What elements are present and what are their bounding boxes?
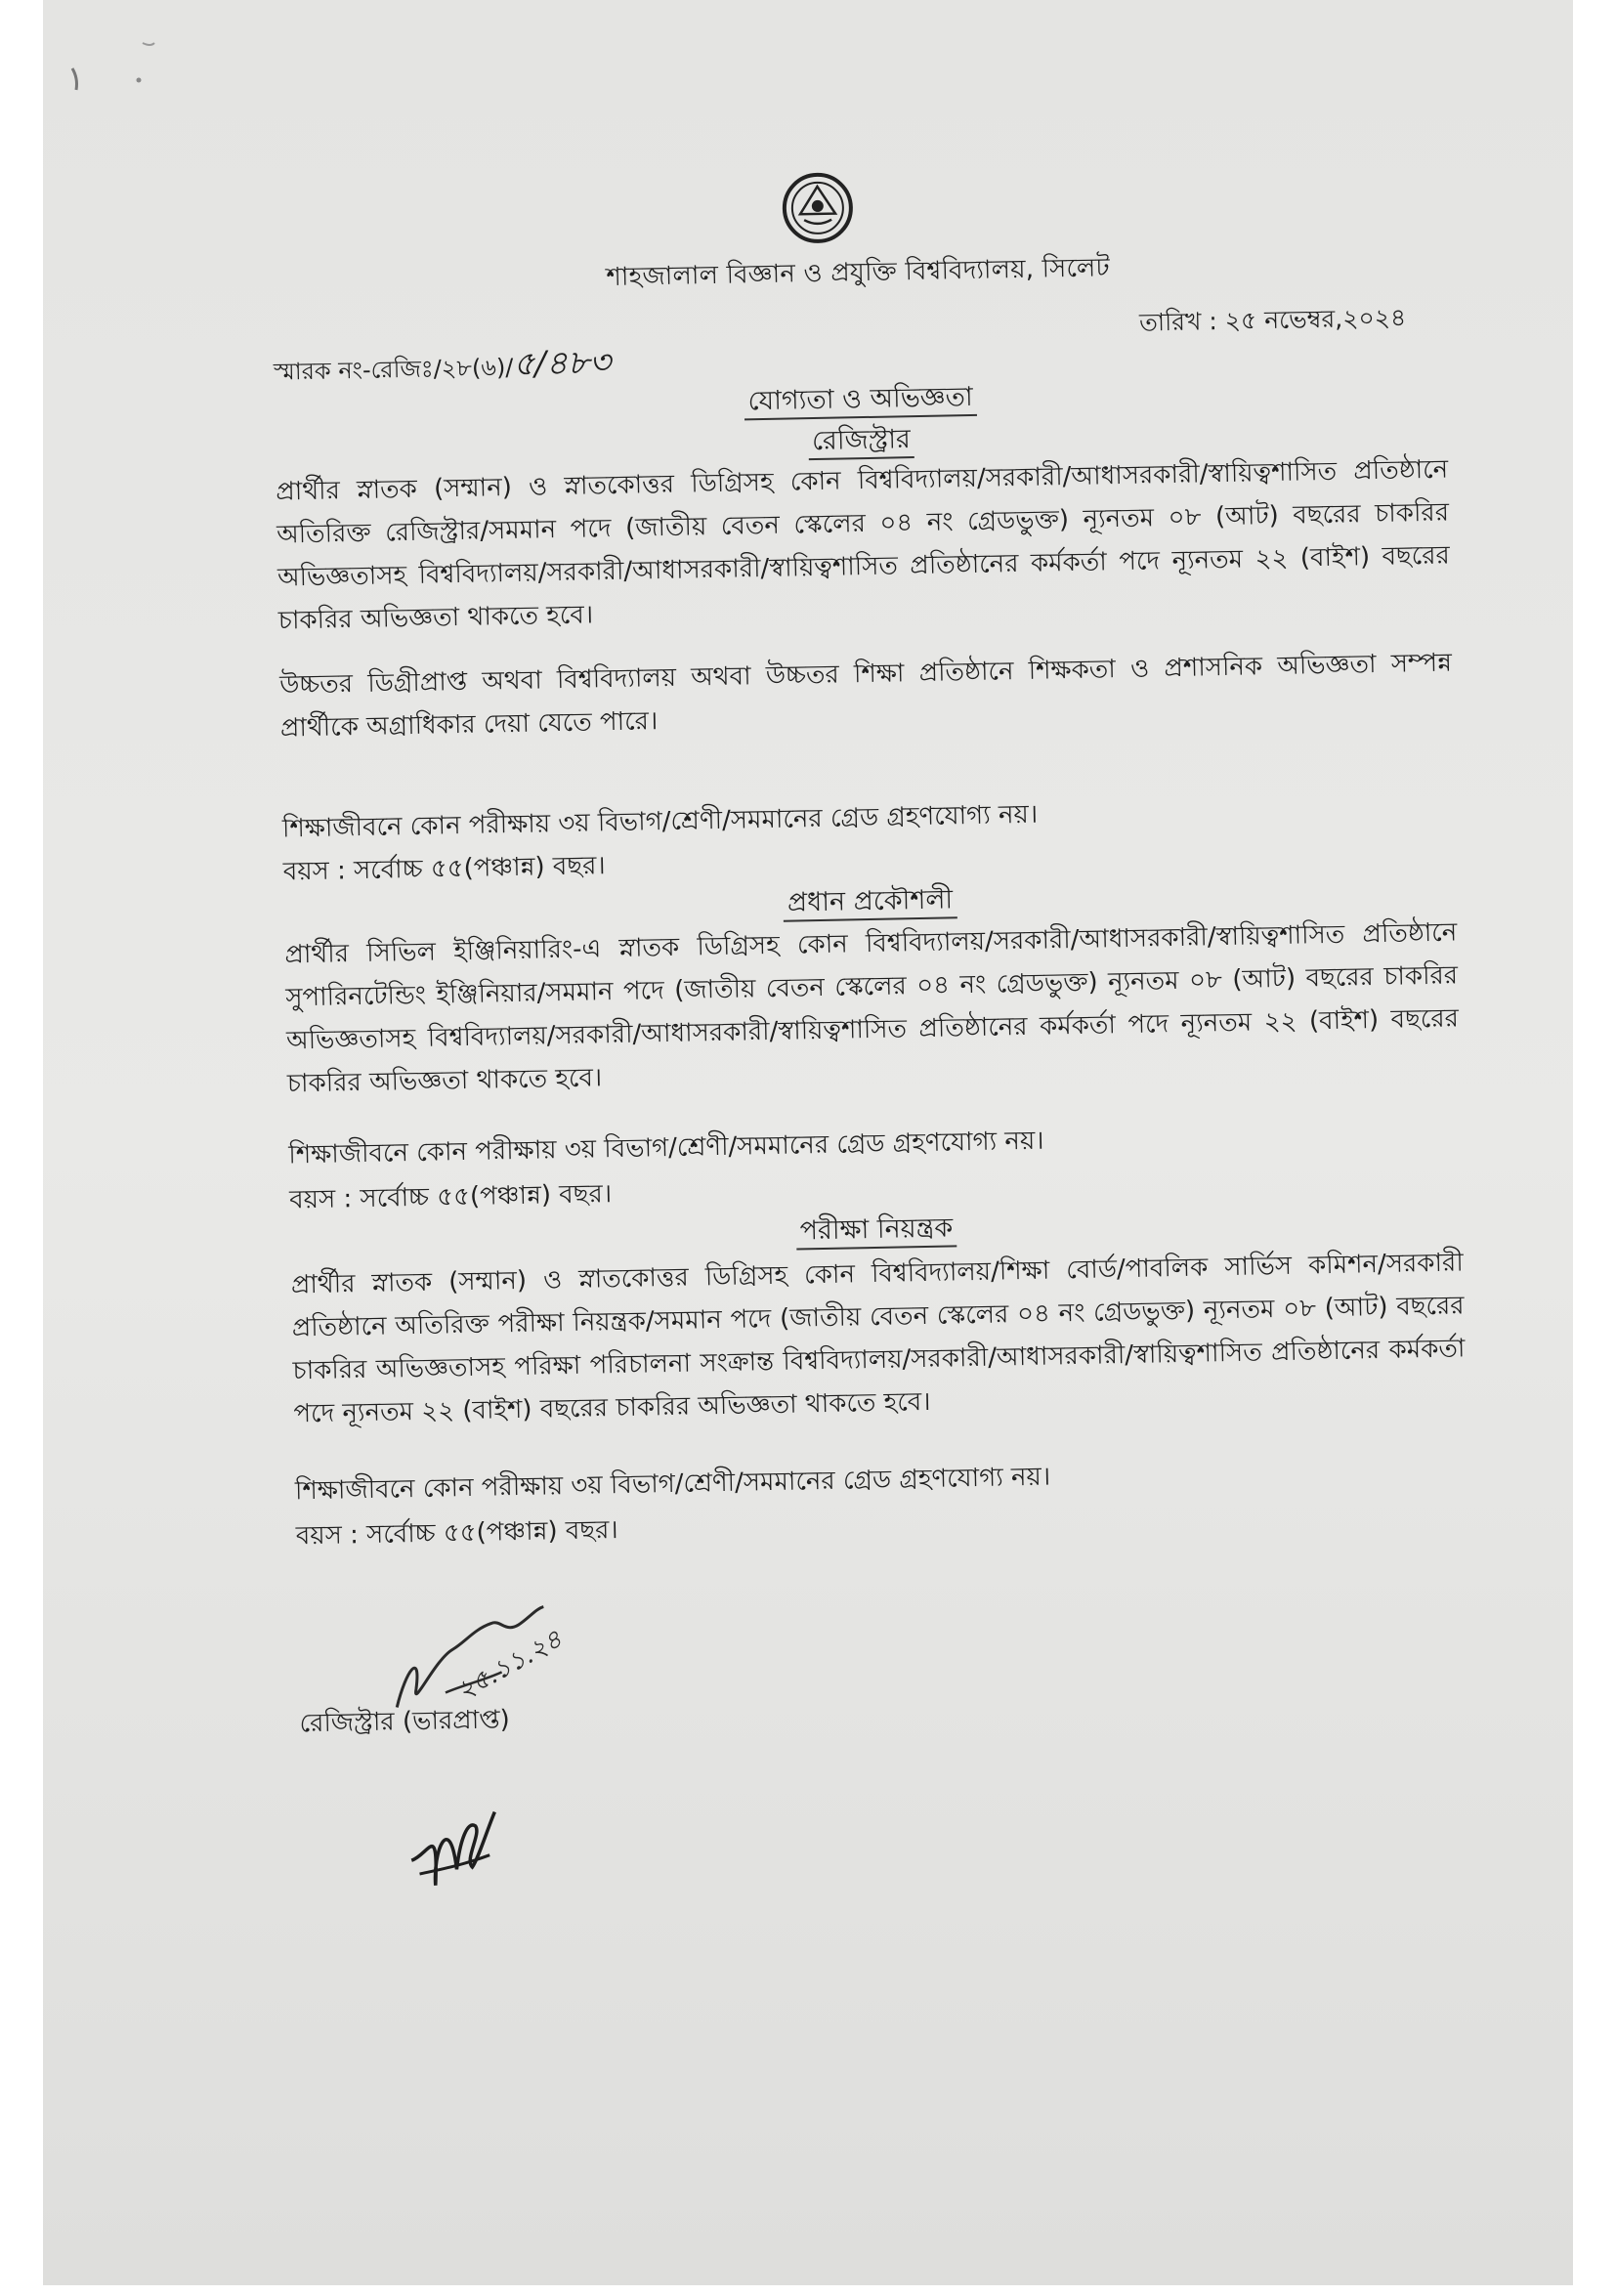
age-limit: বয়স : সর্বোচ্চ ৫৫(পঞ্চান্ন) বছর। — [295, 1515, 618, 1552]
grade-note: শিক্ষাজীবনে কোন পরীক্ষায় ৩য় বিভাগ/শ্রেণী/সমমানের গ্রেড গ্রহণযোগ্য নয়। — [288, 1126, 1044, 1170]
section-paragraph: প্রার্থীর স্নাতক (সম্মান) ও স্নাতকোত্তর ডিগ্রিসহ কোন বিশ্ববিদ্যালয়/শিক্ষা বোর্ড/পাবলিক সার্ভিস কমিশন/সরকারী প্রতিষ্ঠানে অতিরিক্ত পরীক্ষা নিয়ন্ত্রক/সমমান পদে (জাতীয় বেতন স্কেলের ০৪ নং গ্রেডভুক্ত) ন্যূনতম ০৮ (আট) বছরের চাকরির অভিজ্ঞতাসহ পরিক্ষা পরিচালনা সংক্রান্ত বিশ্ববিদ্যালয়/সরকারী/আধাসরকারী/স্বায়িত্বশাসিত প্রতিষ্ঠানের কর্মকর্তা পদে ন্যূনতম ২২ (বাইশ) বছরের চাকরির অভিজ্ঞতা থাকতে হবে। — [290, 1248, 1466, 1429]
memo-number-handwritten: ৫/৪৮৩ — [512, 343, 612, 384]
section-heading-text: প্রধান প্রকৌশলী — [784, 884, 957, 921]
document-body — [267, 0, 1483, 2296]
memo-number-prefix: স্মারক নং-রেজিঃ/২৮(৬)/ — [273, 353, 514, 386]
section-heading-text: রেজিস্ট্রার — [808, 424, 914, 460]
age-limit: বয়স : সর্বোচ্চ ৫৫(পঞ্চান্ন) বছর। — [288, 1179, 613, 1215]
section-paragraph: প্রার্থীর স্নাতক (সম্মান) ও স্নাতকোত্তর ডিগ্রিসহ কোন বিশ্ববিদ্যালয়/সরকারী/আধাসরকারী/স্বায়িত্বশাসিত প্রতিষ্ঠানে অতিরিক্ত রেজিস্ট্রার/সমমান পদে (জাতীয় বেতন স্কেলের ০৪ নং গ্রেডভুক্ত) ন্যূনতম ০৮ (আট) বছরের চাকরির অভিজ্ঞতাসহ বিশ্ববিদ্যালয়/সরকারী/আধাসরকারী/স্বায়িত্বশাসিত প্রতিষ্ঠানের কর্মকর্তা পদে ন্যূনতম ২২ (বাইশ) বছরের চাকরির অভিজ্ঞতা থাকতে হবে। — [276, 454, 1451, 636]
signatory-designation: রেজিস্ট্রার (ভারপ্রাপ্ত) — [299, 1705, 511, 1739]
university-seal-icon — [778, 168, 858, 248]
section-paragraph: উচ্চতর ডিগ্রীপ্রাপ্ত অথবা বিশ্ববিদ্যালয় অথবা উচ্চতর শিক্ষা প্রতিষ্ঠানে শিক্ষকতা ও প্রশাসনিক অভিজ্ঞতা সম্পন্ন প্রার্থীকে অগ্রাধিকার দেয়া যেতে পারে। — [278, 648, 1453, 744]
document-title-text: যোগ্যতা ও অভিজ্ঞতা — [744, 382, 977, 421]
scan-speck-marks — [53, 29, 170, 117]
initials-mark — [399, 1790, 508, 1899]
paper-sheet — [43, 0, 1573, 2285]
age-limit: বয়স : সর্বোচ্চ ৫৫(পঞ্চান্ন) বছর। — [282, 851, 606, 887]
section-heading-text: পরীক্ষা নিয়ন্ত্রক — [795, 1212, 957, 1250]
memo-date: তারিখ : ২৫ নভেম্বর,২০২৪ — [1138, 303, 1407, 337]
signature-date: ২৫.১১.২৪ — [451, 1624, 568, 1707]
grade-note: শিক্ষাজীবনে কোন পরীক্ষায় ৩য় বিভাগ/শ্রেণী/সমমানের গ্রেড গ্রহণযোগ্য নয়। — [281, 799, 1039, 844]
grade-note: শিক্ষাজীবনে কোন পরীক্ষায় ৩য় বিভাগ/শ্রেণী/সমমানের গ্রেড গ্রহণযোগ্য নয়। — [294, 1462, 1051, 1507]
section-paragraph: প্রার্থীর সিভিল ইঞ্জিনিয়ারিং-এ স্নাতক ডিগ্রিসহ কোন বিশ্ববিদ্যালয়/সরকারী/আধাসরকারী/স্বায়িত্বশাসিত প্রতিষ্ঠানে সুপারিনটেন্ডিং ইঞ্জিনিয়ার/সমমান পদে (জাতীয় বেতন স্কেলের ০৪ নং গ্রেডভুক্ত) ন্যূনতম ০৮ (আট) বছরের চাকরির অভিজ্ঞতাসহ বিশ্ববিদ্যালয়/সরকারী/আধাসরকারী/স্বায়িত্বশাসিত প্রতিষ্ঠানের কর্মকর্তা পদে ন্যূনতম ২২ (বাইশ) বছরের চাকরির অভিজ্ঞতা থাকতে হবে। — [284, 917, 1460, 1099]
university-name: শাহজালাল বিজ্ঞান ও প্রযুক্তি বিশ্ববিদ্যালয়, সিলেট — [606, 253, 1111, 293]
